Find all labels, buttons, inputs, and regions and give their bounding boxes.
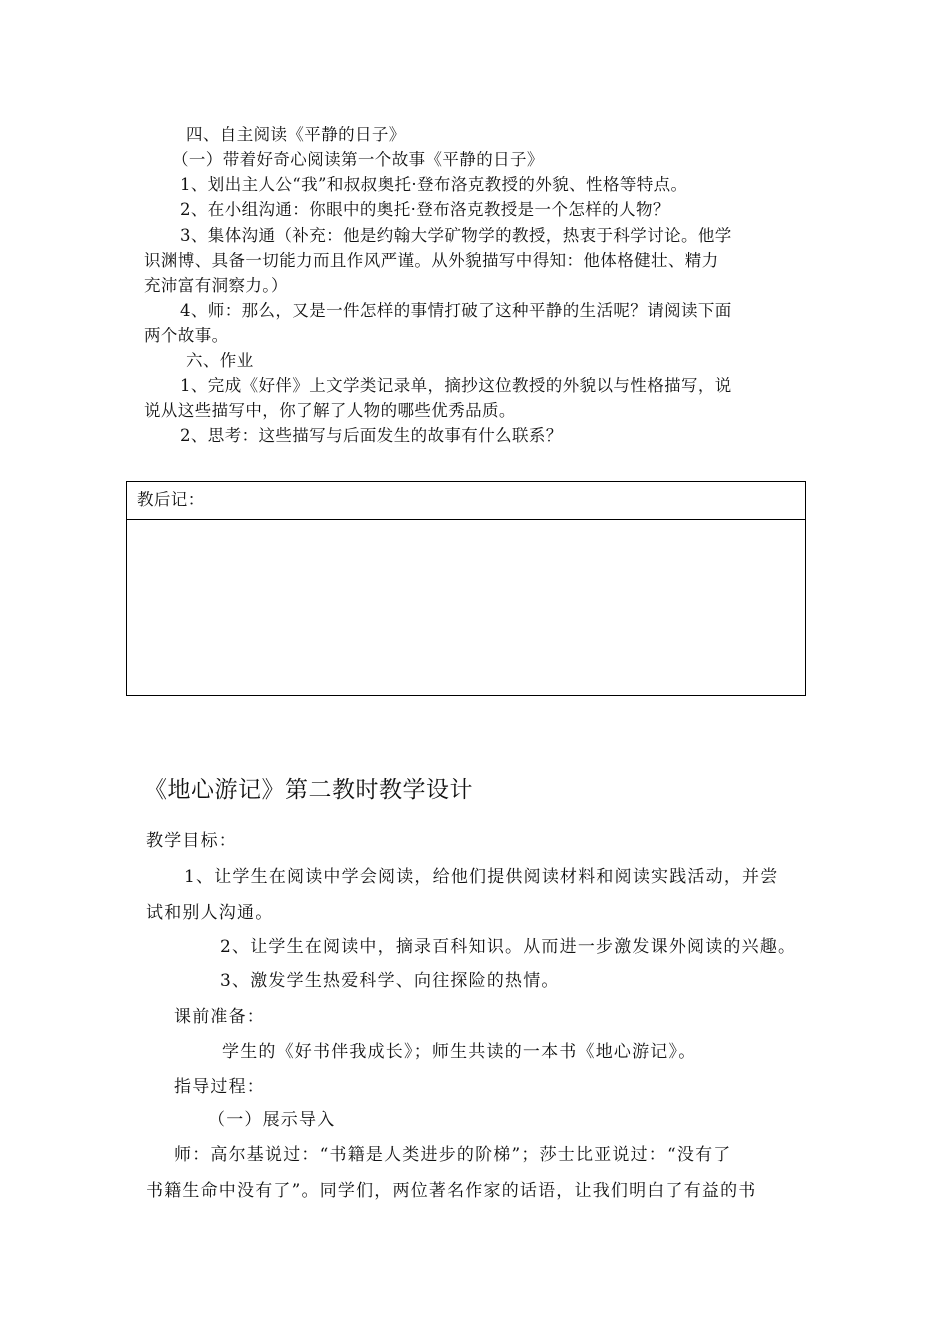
- heading-teaching-goals: 教学目标：: [146, 831, 237, 851]
- intro-line-2: 书籍生命中没有了”。同学们，两位著名作家的话语，让我们明白了有益的书: [146, 1181, 757, 1201]
- step-2: 2、在小组沟通：你眼中的奥托·登布洛克教授是一个怎样的人物？: [180, 200, 670, 219]
- notes-box-header: [127, 482, 805, 520]
- step-1: 1、划出主人公“我”和叔叔奥托·登布洛克教授的外貌、性格等特点。: [180, 175, 688, 194]
- step-3-line-2: 识渊博、具备一切能力而且作风严谨。从外貌描写中得知：他体格健壮、精力: [144, 251, 719, 270]
- step-4-line-1: 4、师：那么，又是一件怎样的事情打破了这种平静的生活呢？请阅读下面: [180, 301, 732, 320]
- lesson-design-title: 《地心游记》第二教时教学设计: [144, 777, 473, 803]
- homework-1-line-1: 1、完成《好伴》上文学类记录单，摘抄这位教授的外貌以与性格描写，说: [180, 376, 732, 395]
- goal-3: 3、激发学生热爱科学、向往探险的热情。: [220, 971, 560, 991]
- goal-1-line-1: 1、让学生在阅读中学会阅读，给他们提供阅读材料和阅读实践活动，并尝: [184, 867, 779, 887]
- notes-box-label: 教后记：: [137, 490, 205, 509]
- post-lesson-notes-box: [126, 481, 806, 696]
- heading-independent-reading: 四、自主阅读《平静的日子》: [186, 125, 406, 144]
- step-3-line-3: 充沛富有洞察力。）: [144, 276, 288, 295]
- intro-line-1: 师：高尔基说过：“书籍是人类进步的阶梯”；莎士比亚说过：“没有了: [174, 1145, 732, 1165]
- subheading-introduction: （一）展示导入: [208, 1110, 336, 1130]
- step-3-line-1: 3、集体沟通（补充：他是约翰大学矿物学的教授，热衷于科学讨论。他学: [180, 226, 732, 245]
- subheading-first-story: （一）带着好奇心阅读第一个故事《平静的日子》: [172, 150, 544, 169]
- goal-2: 2、让学生在阅读中，摘录百科知识。从而进一步激发课外阅读的兴趣。: [220, 937, 797, 957]
- heading-preparation: 课前准备：: [174, 1007, 265, 1027]
- homework-2: 2、思考：这些描写与后面发生的故事有什么联系？: [180, 426, 563, 445]
- homework-1-line-2: 说从这些描写中，你了解了人物的哪些优秀品质。: [144, 401, 516, 420]
- heading-guidance-process: 指导过程：: [174, 1077, 265, 1097]
- heading-homework: 六、作业: [186, 351, 254, 370]
- step-4-line-2: 两个故事。: [144, 326, 229, 345]
- preparation-detail: 学生的《好书伴我成长》；师生共读的一本书《地心游记》。: [222, 1042, 697, 1062]
- goal-1-line-2: 试和别人沟通。: [146, 903, 274, 923]
